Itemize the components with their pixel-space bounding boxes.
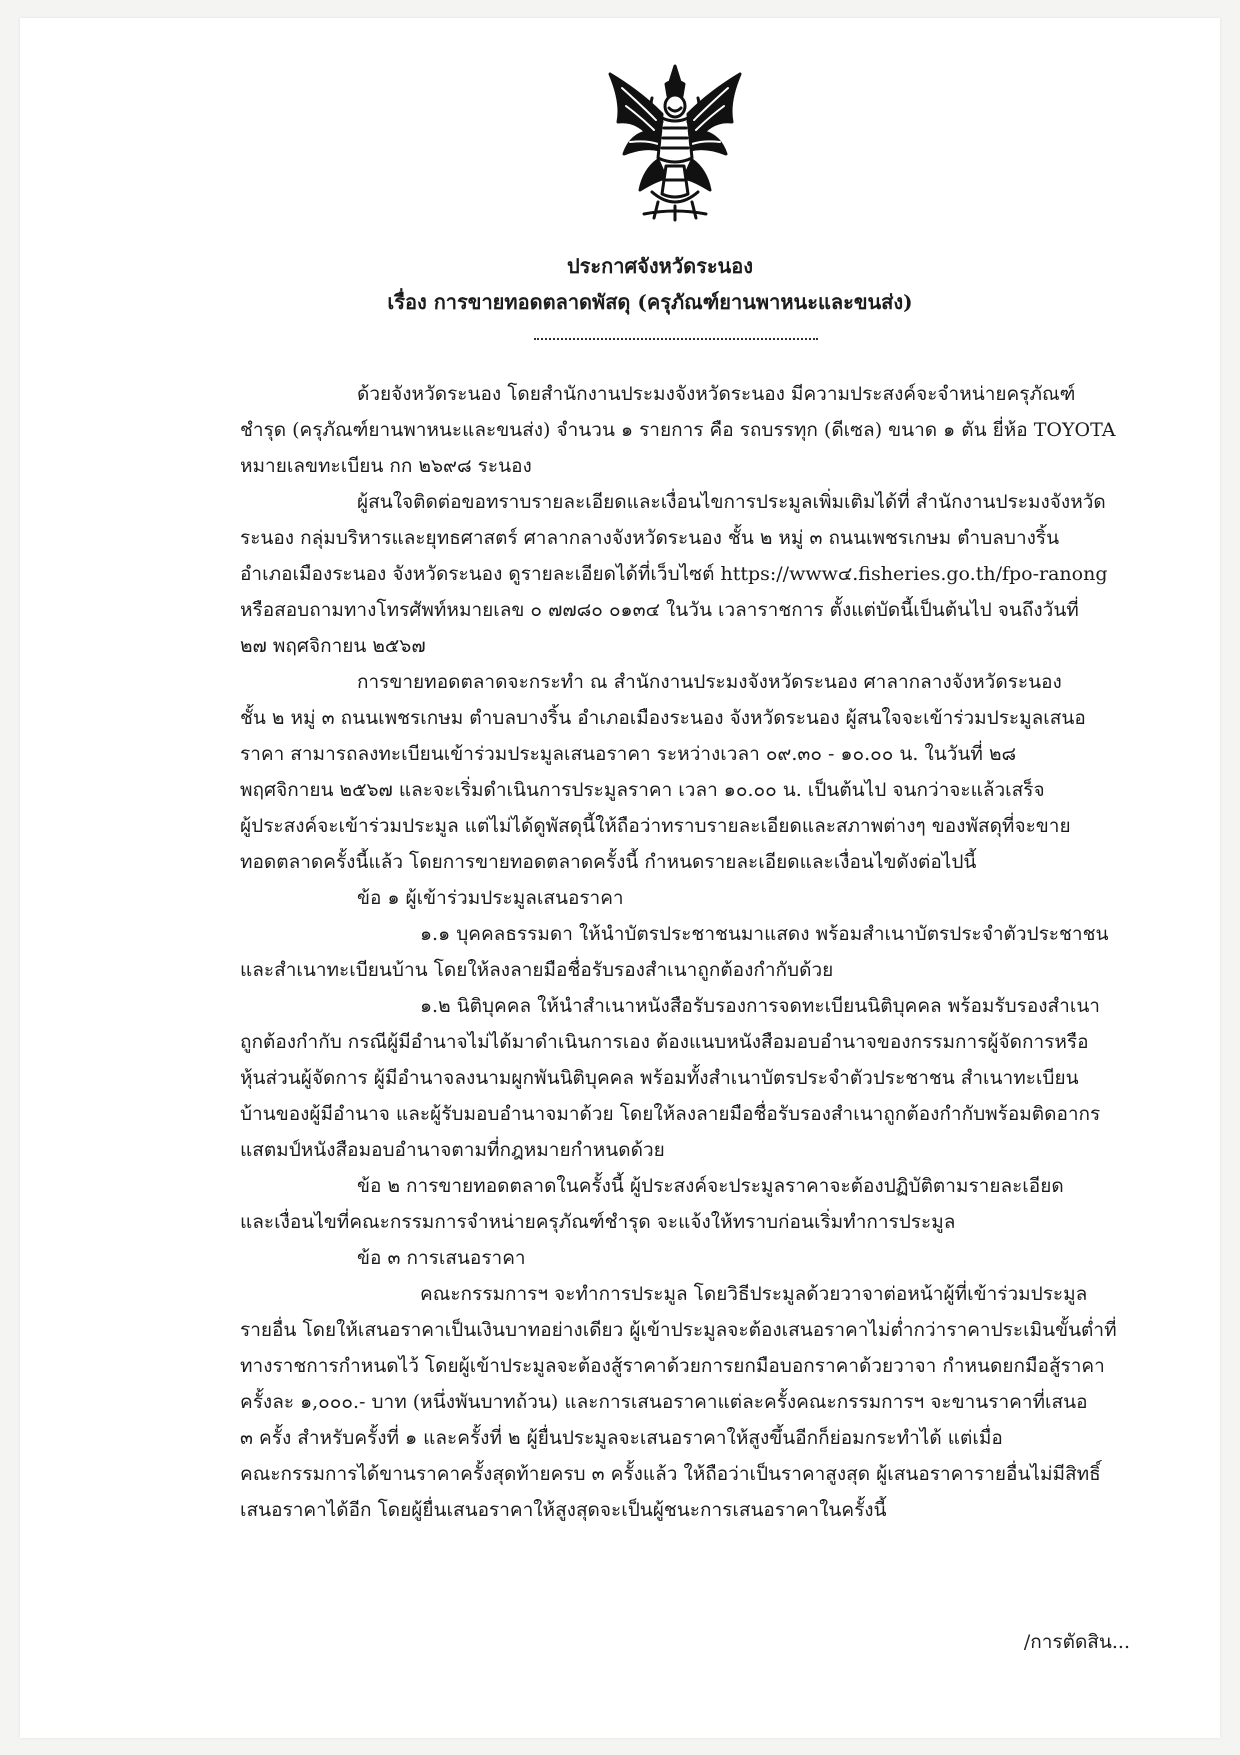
body-line: อำเภอเมืองระนอง จังหวัดระนอง ดูรายละเอียดได้ที่เว็บไซต์ https://www๔.fisheries.go.th/fpo-ranong bbox=[240, 563, 1108, 585]
body-line: ผู้ประสงค์จะเข้าร่วมประมูล แต่ไม่ได้ดูพัสดุนี้ให้ถือว่าทราบรายละเอียดและสภาพต่างๆ ของพัสดุที่จะขาย bbox=[240, 815, 1071, 837]
title-divider bbox=[534, 338, 818, 340]
body-line: ทางราชการกำหนดไว้ โดยผู้เข้าประมูลจะต้องสู้ราคาด้วยการยกมือบอกราคาด้วยวาจา กำหนดยกมือสู้ราคา bbox=[240, 1355, 1105, 1377]
body-line: เสนอราคาได้อีก โดยผู้ยื่นเสนอราคาให้สูงสุดจะเป็นผู้ชนะการเสนอราคาในครั้งนี้ bbox=[240, 1499, 887, 1521]
body-line: ทอดตลาดครั้งนี้แล้ว โดยการขายทอดตลาดครั้งนี้ กำหนดรายละเอียดและเงื่อนไขดังต่อไปนี้ bbox=[240, 851, 977, 873]
announcement-subject: เรื่อง การขายทอดตลาดพัสดุ (ครุภัณฑ์ยานพาหนะและขนส่ง) bbox=[387, 290, 913, 314]
body-line: หมายเลขทะเบียน กก ๒๖๙๘ ระนอง bbox=[240, 455, 532, 477]
body-line: การขายทอดตลาดจะกระทำ ณ สำนักงานประมงจังหวัดระนอง ศาลากลางจังหวัดระนอง bbox=[357, 671, 1062, 693]
body-line: คณะกรรมการได้ขานราคาครั้งสุดท้ายครบ ๓ ครั้งแล้ว ให้ถือว่าเป็นราคาสูงสุด ผู้เสนอราคารายอื่นไม่มีสิทธิ์ bbox=[240, 1463, 1101, 1485]
body-line: หุ้นส่วนผู้จัดการ ผู้มีอำนาจลงนามผูกพันนิติบุคคล พร้อมทั้งสำเนาบัตรประจำตัวประชาชน สำเนาทะเบียน bbox=[240, 1067, 1079, 1089]
body-line: รายอื่น โดยให้เสนอราคาเป็นเงินบาทอย่างเดียว ผู้เข้าประมูลจะต้องเสนอราคาไม่ต่ำกว่าราคาประเมินขั้นต่ำที่ bbox=[240, 1319, 1117, 1341]
body-line: แสตมป์หนังสือมอบอำนาจตามที่กฎหมายกำหนดด้วย bbox=[240, 1139, 665, 1161]
body-line: ๒๗ พฤศจิกายน ๒๕๖๗ bbox=[240, 635, 426, 657]
body-line: คณะกรรมการฯ จะทำการประมูล โดยวิธีประมูลด้วยวาจาต่อหน้าผู้ที่เข้าร่วมประมูล bbox=[420, 1283, 1088, 1305]
announcement-title: ประกาศจังหวัดระนอง bbox=[566, 254, 754, 278]
body-line: บ้านของผู้มีอำนาจ และผู้รับมอบอำนาจมาด้วย โดยให้ลงลายมือชื่อรับรองสำเนาถูกต้องกำกับพร้อมติดอากร bbox=[240, 1103, 1101, 1125]
garuda-emblem-icon bbox=[600, 62, 750, 222]
clause-heading: ข้อ ๑ ผู้เข้าร่วมประมูลเสนอราคา bbox=[357, 887, 624, 909]
body-line: ชำรุด (ครุภัณฑ์ยานพาหนะและขนส่ง) จำนวน ๑ รายการ คือ รถบรรทุก (ดีเซล) ขนาด ๑ ตัน ยี่ห้อ TOYOTA bbox=[240, 419, 1116, 441]
body-line: หรือสอบถามทางโทรศัพท์หมายเลข ๐ ๗๗๘๐ ๐๑๓๔ ในวัน เวลาราชการ ตั้งแต่บัดนี้เป็นต้นไป จนถึงวันที่ bbox=[240, 599, 1079, 621]
continued-marker: /การตัดสิน... bbox=[1023, 1631, 1130, 1653]
body-line: ราคา สามารถลงทะเบียนเข้าร่วมประมูลเสนอราคา ระหว่างเวลา ๐๙.๓๐ - ๑๐.๐๐ น. ในวันที่ ๒๘ bbox=[240, 743, 1017, 765]
body-line: พฤศจิกายน ๒๕๖๗ และจะเริ่มดำเนินการประมูลราคา เวลา ๑๐.๐๐ น. เป็นต้นไป จนกว่าจะแล้วเสร็จ bbox=[240, 779, 1045, 801]
body-line: และสำเนาทะเบียนบ้าน โดยให้ลงลายมือชื่อรับรองสำเนาถูกต้องกำกับด้วย bbox=[240, 959, 834, 981]
body-line: ครั้งละ ๑,๐๐๐.- บาท (หนึ่งพันบาทถ้วน) และการเสนอราคาแต่ละครั้งคณะกรรมการฯ จะขานราคาที่เสนอ bbox=[240, 1391, 1088, 1413]
clause-heading: ข้อ ๓ การเสนอราคา bbox=[357, 1247, 526, 1269]
body-line: ๓ ครั้ง สำหรับครั้งที่ ๑ และครั้งที่ ๒ ผู้ยื่นประมูลจะเสนอราคาให้สูงขึ้นอีกก็ย่อมกระทำได้ แต่เมื่อ bbox=[240, 1427, 1003, 1449]
body-line: ๑.๒ นิติบุคคล ให้นำสำเนาหนังสือรับรองการจดทะเบียนนิติบุคคล พร้อมรับรองสำเนา bbox=[420, 995, 1100, 1017]
body-line: ผู้สนใจติดต่อขอทราบรายละเอียดและเงื่อนไขการประมูลเพิ่มเติมได้ที่ สำนักงานประมงจังหวัด bbox=[357, 491, 1106, 513]
clause-heading: ข้อ ๒ การขายทอดตลาดในครั้งนี้ ผู้ประสงค์จะประมูลราคาจะต้องปฏิบัติตามรายละเอียด bbox=[357, 1175, 1064, 1197]
body-line: ชั้น ๒ หมู่ ๓ ถนนเพชรเกษม ตำบลบางริ้น อำเภอเมืองระนอง จังหวัดระนอง ผู้สนใจจะเข้าร่วมประมูลเสนอ bbox=[240, 707, 1086, 729]
body-line: ถูกต้องกำกับ กรณีผู้มีอำนาจไม่ได้มาดำเนินการเอง ต้องแนบหนังสือมอบอำนาจของกรรมการผู้จัดการหรือ bbox=[240, 1031, 1089, 1053]
body-line: ด้วยจังหวัดระนอง โดยสำนักงานประมงจังหวัดระนอง มีความประสงค์จะจำหน่ายครุภัณฑ์ bbox=[357, 383, 1076, 405]
body-line: ระนอง กลุ่มบริหารและยุทธศาสตร์ ศาลากลางจังหวัดระนอง ชั้น ๒ หมู่ ๓ ถนนเพชรเกษม ตำบลบางริ้น bbox=[240, 527, 1060, 549]
body-line: ๑.๑ บุคคลธรรมดา ให้นำบัตรประชาชนมาแสดง พร้อมสำเนาบัตรประจำตัวประชาชน bbox=[420, 923, 1109, 945]
body-line: และเงื่อนไขที่คณะกรรมการจำหน่ายครุภัณฑ์ชำรุด จะแจ้งให้ทราบก่อนเริ่มทำการประมูล bbox=[240, 1211, 956, 1233]
